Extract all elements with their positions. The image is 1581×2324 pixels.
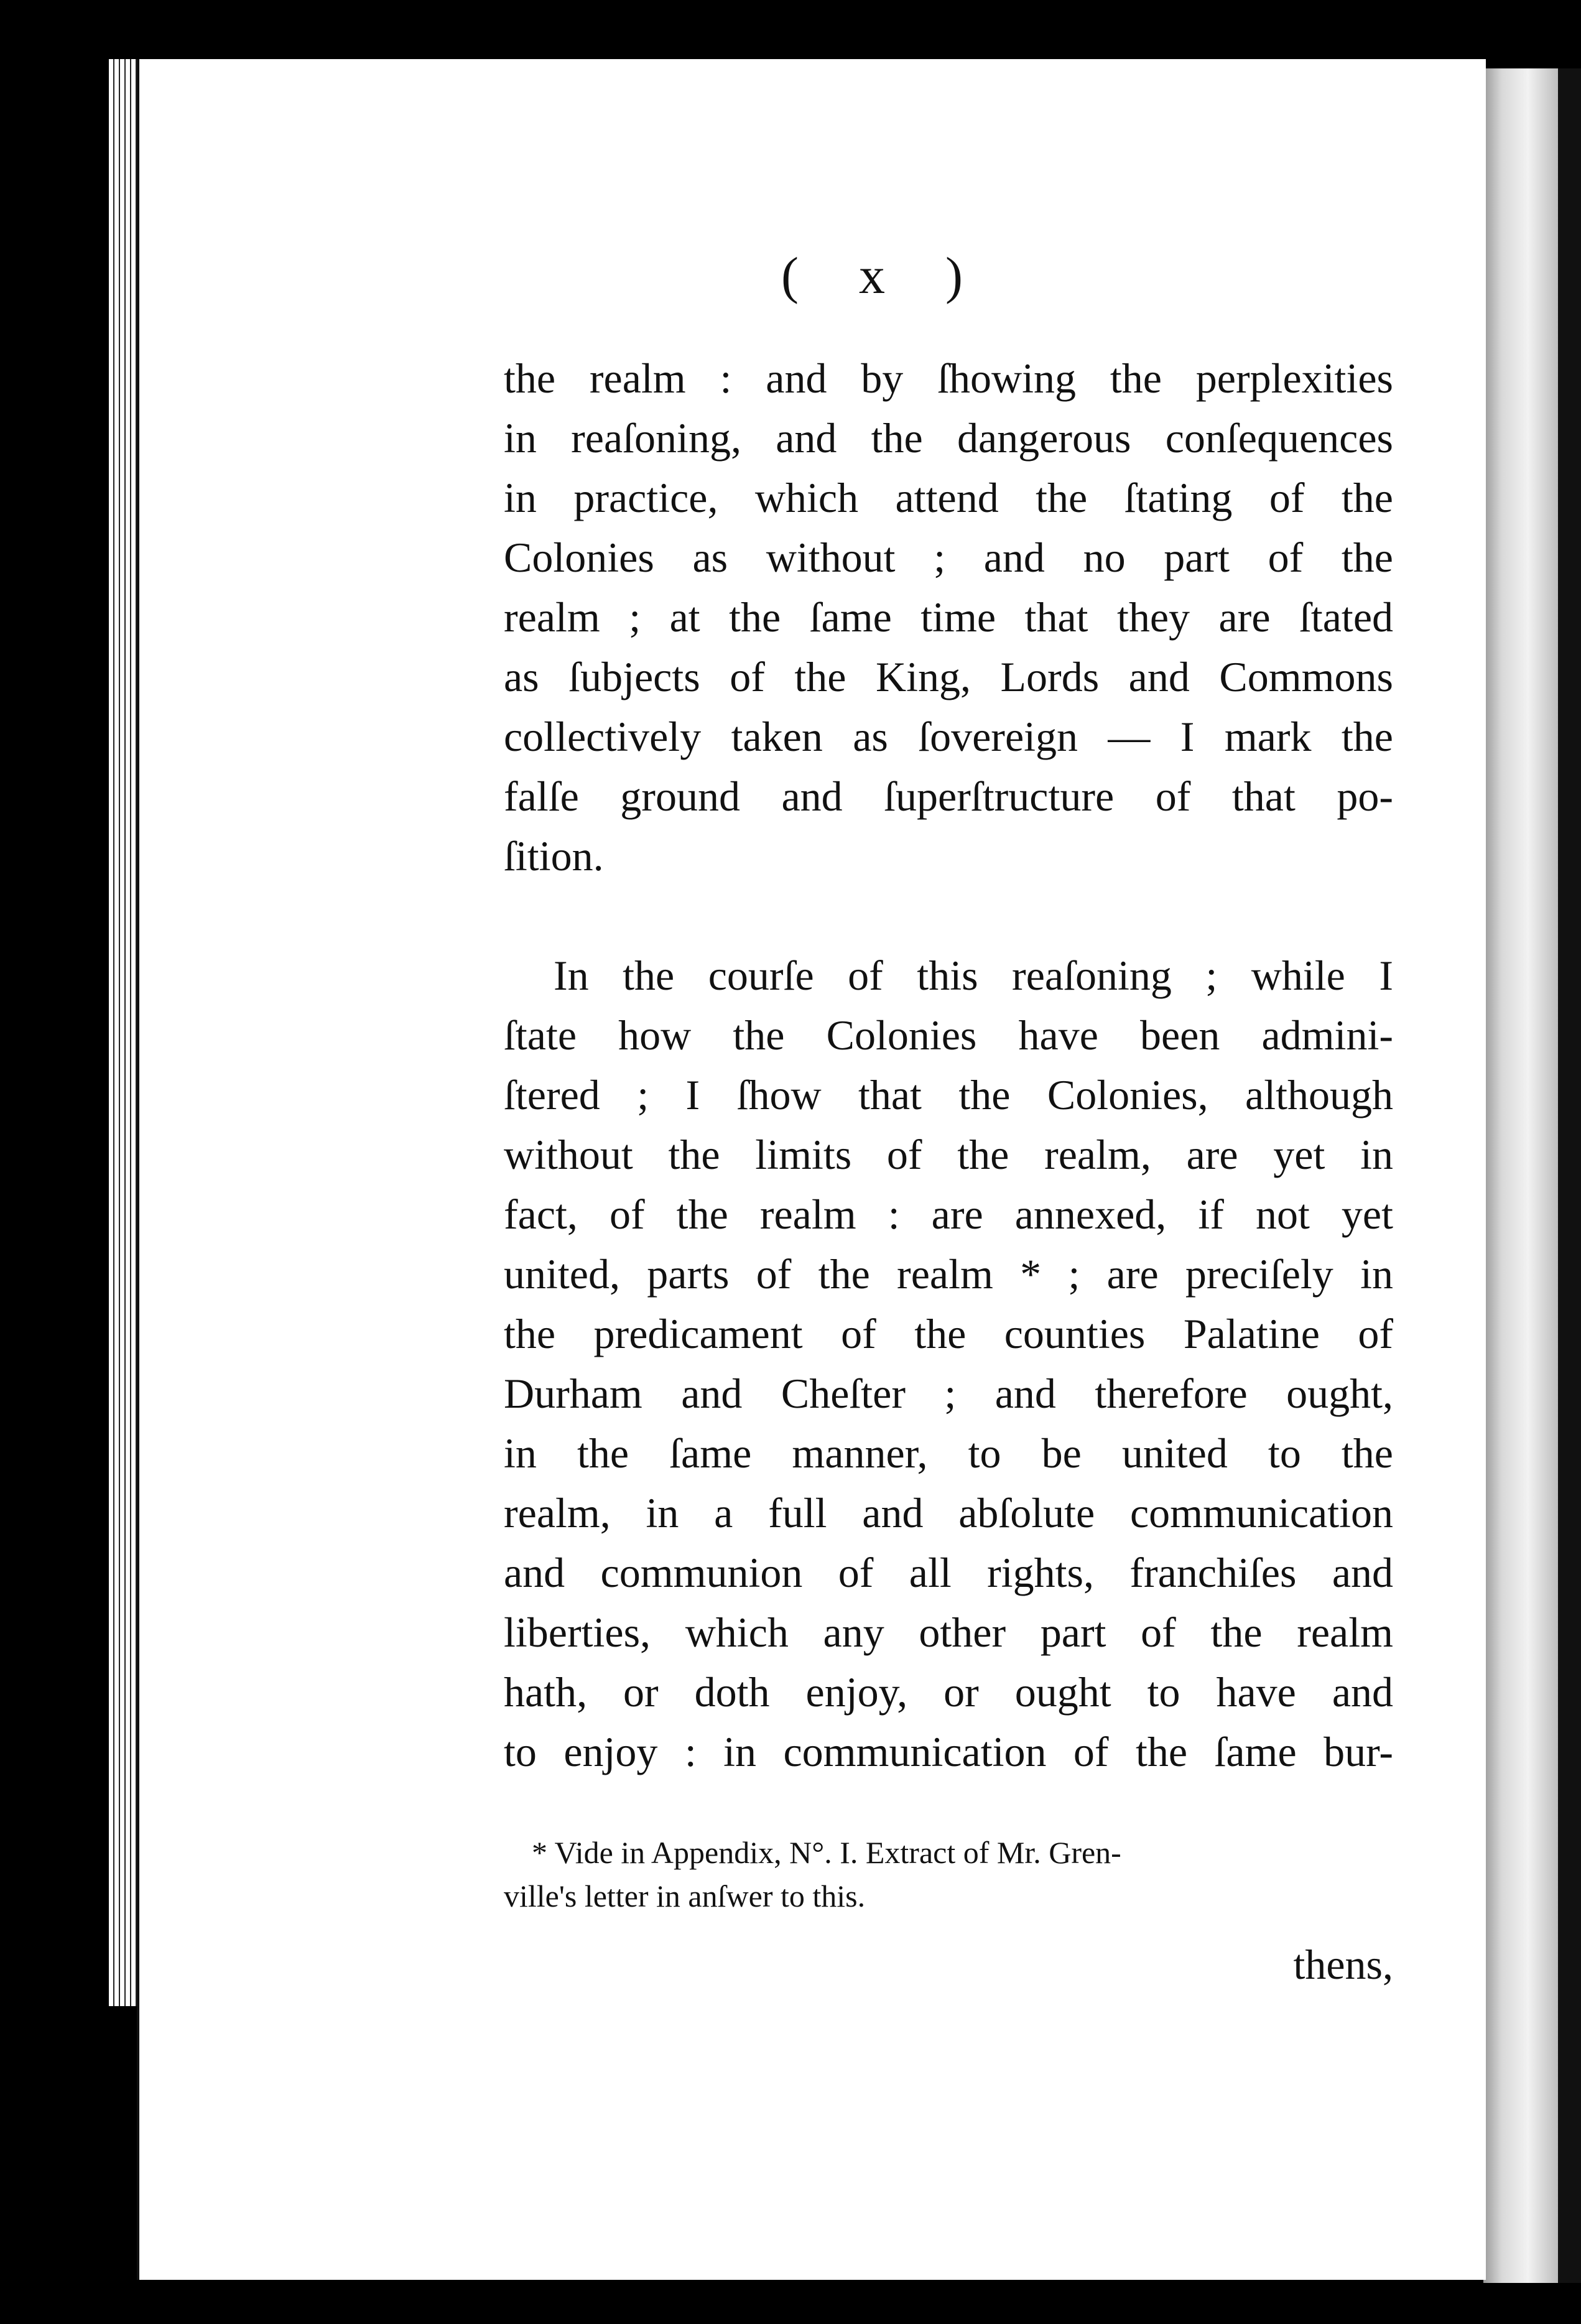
text-line: ſtered ; I ſhow that the Colonies, although bbox=[504, 1071, 1393, 1118]
text-line: Colonies as without ; and no part of the bbox=[504, 534, 1393, 581]
text-line: fact, of the realm : are annexed, if not yet bbox=[504, 1191, 1393, 1238]
text-line: collectively taken as ſovereign — I mark the bbox=[504, 713, 1393, 760]
text-line: united, parts of the realm * ; are preciſely in bbox=[504, 1250, 1393, 1298]
text-line: and communion of all rights, franchiſes and bbox=[504, 1549, 1393, 1596]
text-line: In the courſe of this reaſoning ; while I bbox=[554, 952, 1393, 999]
text-line: in reaſoning, and the dangerous conſequences bbox=[504, 414, 1393, 462]
facing-page-edge bbox=[1483, 68, 1558, 2283]
text-line: ſtate how the Colonies have been admini- bbox=[504, 1011, 1393, 1059]
text-line: Durham and Cheſter ; and therefore ought, bbox=[504, 1370, 1393, 1417]
scan-border-right bbox=[1558, 68, 1581, 2283]
text-line: without the limits of the realm, are yet in bbox=[504, 1131, 1393, 1178]
footnote-line: * Vide in Appendix, N°. I. Extract of Mr. Gren- bbox=[532, 1835, 1121, 1870]
text-line: ſition. bbox=[504, 832, 604, 880]
text-line: as ſubjects of the King, Lords and Commons bbox=[504, 653, 1393, 700]
text-line: falſe ground and ſuperſtructure of that po- bbox=[504, 773, 1393, 820]
page-number: ( x ) bbox=[781, 247, 986, 305]
text-line: to enjoy : in communication of the ſame bur- bbox=[504, 1728, 1393, 1775]
catchword: thens, bbox=[1293, 1941, 1393, 1988]
text-line: liberties, which any other part of the realm bbox=[504, 1609, 1393, 1656]
text-line: in the ſame manner, to be united to the bbox=[504, 1429, 1393, 1477]
text-line: hath, or doth enjoy, or ought to have and bbox=[504, 1668, 1393, 1716]
footnote-line: ville's letter in anſwer to this. bbox=[504, 1879, 866, 1913]
text-line: the realm : and by ſhowing the perplexities bbox=[504, 355, 1393, 402]
text-line: the predicament of the counties Palatine of bbox=[504, 1310, 1393, 1357]
text-line: in practice, which attend the ſtating of the bbox=[504, 474, 1393, 521]
text-line: realm ; at the ſame time that they are ſtated bbox=[504, 593, 1393, 641]
text-line: realm, in a full and abſolute communication bbox=[504, 1489, 1393, 1536]
